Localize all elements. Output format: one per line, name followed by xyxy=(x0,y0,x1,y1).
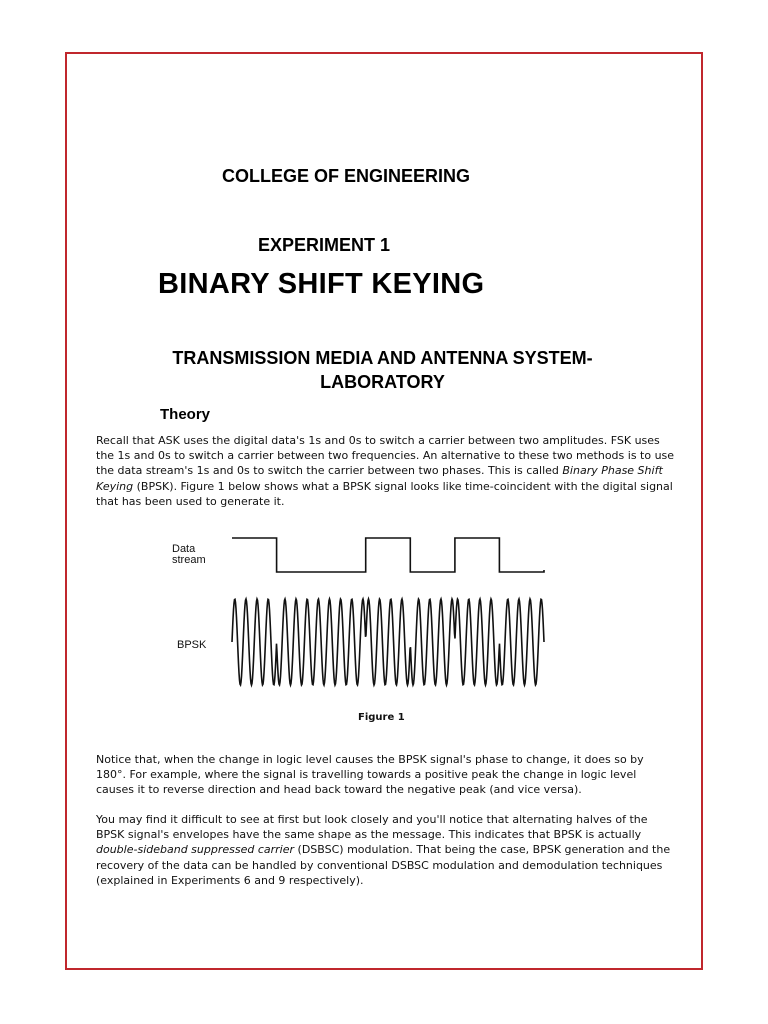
experiment-heading: EXPERIMENT 1 xyxy=(258,235,391,255)
document-title: BINARY SHIFT KEYING xyxy=(158,268,485,300)
theory-paragraph-1-emphasis: Binary Phase Shift Keying xyxy=(96,464,663,493)
college-heading: COLLEGE OF ENGINEERING xyxy=(222,166,471,186)
theory-paragraph-1-part-b: (BPSK). Figure 1 below shows what a BPSK signal looks like time-coincident with the digital signal that has been used to generate it. xyxy=(96,479,673,508)
theory-paragraph-3-emphasis: double-sideband suppressed carrier xyxy=(96,843,295,857)
data-stream-label-line-2: stream xyxy=(172,554,206,566)
bpsk-figure xyxy=(168,530,553,690)
theory-heading: Theory xyxy=(160,406,211,423)
bpsk-waveform xyxy=(232,599,544,685)
theory-paragraph-3-part-a: You may find it difficult to see at first but look closely and you'll notice that alternating halves of the BPSK signal's envelopes have the same shape as the message. This indicates that BPSK is actually xyxy=(96,813,648,842)
theory-paragraph-2: Notice that, when the change in logic level causes the BPSK signal's phase to change, it does so by 180°. For example, where the signal is travelling towards a positive peak the change in logic level causes it to reverse direction and head back toward the negative peak (and vice versa). xyxy=(96,753,644,797)
data-stream-label-line-1: Data xyxy=(172,543,196,555)
data-stream-waveform xyxy=(232,538,544,572)
theory-paragraph-3-part-b: (DSBSC) modulation. That being the case, BPSK generation and the recovery of the data can be handled by conventional DSBSC modulation and demodulation techniques (explained in Experiments 6 and 9 respectively). xyxy=(96,843,671,887)
theory-paragraph-1-part-a: Recall that ASK uses the digital data's 1s and 0s to switch a carrier between two amplitudes. FSK uses the 1s and 0s to switch a carrier between two frequencies. An alternative to these two methods is to use the data stream's 1s and 0s to switch the carrier between two phases. This is called xyxy=(96,434,675,478)
theory-paragraph-1 xyxy=(96,433,676,509)
figure-caption: Figure 1 xyxy=(358,712,405,723)
laboratory-heading: TRANSMISSION MEDIA AND ANTENNA SYSTEM- LABORATORY xyxy=(172,348,593,392)
bpsk-label: BPSK xyxy=(177,639,207,651)
theory-paragraph-3 xyxy=(96,812,676,888)
